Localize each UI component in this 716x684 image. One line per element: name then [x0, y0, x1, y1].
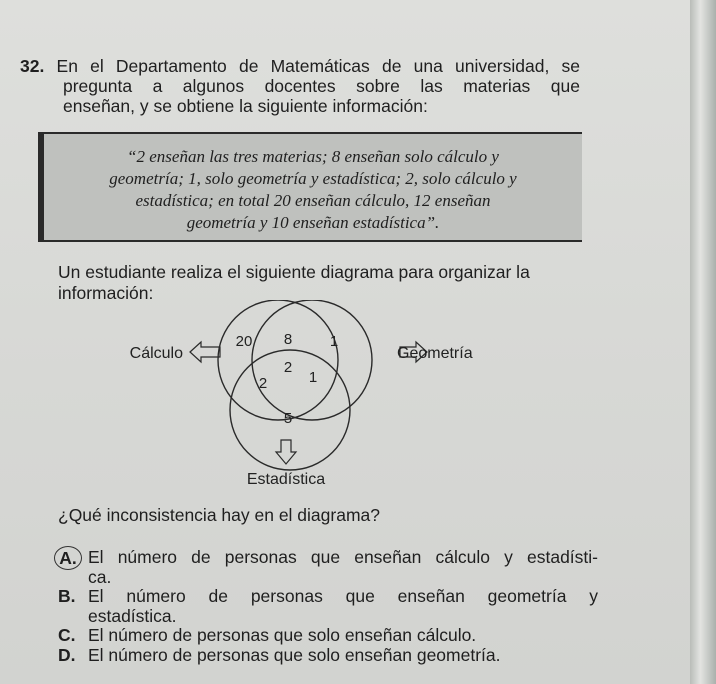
venn-diagram: [100, 300, 550, 500]
option-d-letter: D.: [58, 644, 76, 665]
option-a-line-2: ca.: [88, 566, 112, 587]
option-d-line-1: El número de personas que solo enseñan geometría.: [88, 644, 501, 665]
option-d[interactable]: [58, 646, 598, 666]
quote-line-1: “2 enseñan las tres materias; 8 enseñan solo cálculo y: [127, 147, 499, 166]
value-calculo-geometria: 8: [283, 331, 293, 348]
question-line-2: pregunta a algunos docentes sobre las materias que: [63, 76, 580, 96]
option-b-letter: B.: [58, 586, 76, 606]
question-prompt: ¿Qué inconsistencia hay en el diagrama?: [58, 505, 380, 525]
option-b-line-1: El número de personas que enseñan geometría y: [88, 586, 598, 606]
label-calculo: Cálculo: [129, 345, 183, 362]
quote-line-4: geometría y 10 enseñan estadística”.: [186, 213, 440, 232]
label-geometria: Geometría: [397, 345, 473, 362]
value-only-calculo: 20: [235, 333, 253, 350]
circle-geometria: [252, 300, 372, 420]
quote-line-2: geometría; 1, solo geometría y estadística; 2, solo cálculo y: [109, 169, 517, 188]
option-a-line-1: El número de personas que enseñan cálculo y estadísti-: [88, 547, 598, 567]
option-a[interactable]: [58, 548, 598, 587]
circle-calculo: [218, 300, 338, 420]
diagram-intro: [58, 262, 588, 304]
option-c[interactable]: [58, 626, 598, 646]
value-only-estadistica: 5: [283, 410, 293, 427]
question-line-3: enseñan, y se obtiene la siguiente información:: [63, 96, 428, 116]
question-number: 32.: [20, 56, 45, 76]
option-c-letter: C.: [58, 625, 76, 645]
option-a-letter: A.: [54, 546, 82, 570]
question-line-1: 32. En el Departamento de Matemáticas de una universidad, se: [20, 56, 580, 76]
label-estadistica: Estadística: [246, 471, 326, 488]
option-b-line-2: estadística.: [88, 605, 177, 626]
quote-line-3: estadística; en total 20 enseñan cálculo, 12 enseñan: [135, 191, 491, 210]
intro-line-2: información:: [58, 283, 154, 303]
value-only-geometria: 1: [329, 333, 339, 350]
question-statement: [20, 56, 580, 116]
value-geometria-estadistica: 1: [308, 369, 318, 386]
answer-options: [58, 548, 598, 665]
option-b[interactable]: [58, 587, 598, 626]
value-calculo-estadistica: 2: [258, 375, 268, 392]
arrow-left-icon: [190, 342, 220, 362]
intro-line-1: Un estudiante realiza el siguiente diagrama para organizar la: [58, 262, 530, 282]
arrow-down-icon: [276, 440, 296, 464]
value-all-three: 2: [283, 359, 293, 376]
information-quote-box: [38, 132, 582, 242]
page-edge: [690, 0, 716, 684]
option-c-line-1: El número de personas que solo enseñan cálculo.: [88, 625, 477, 645]
